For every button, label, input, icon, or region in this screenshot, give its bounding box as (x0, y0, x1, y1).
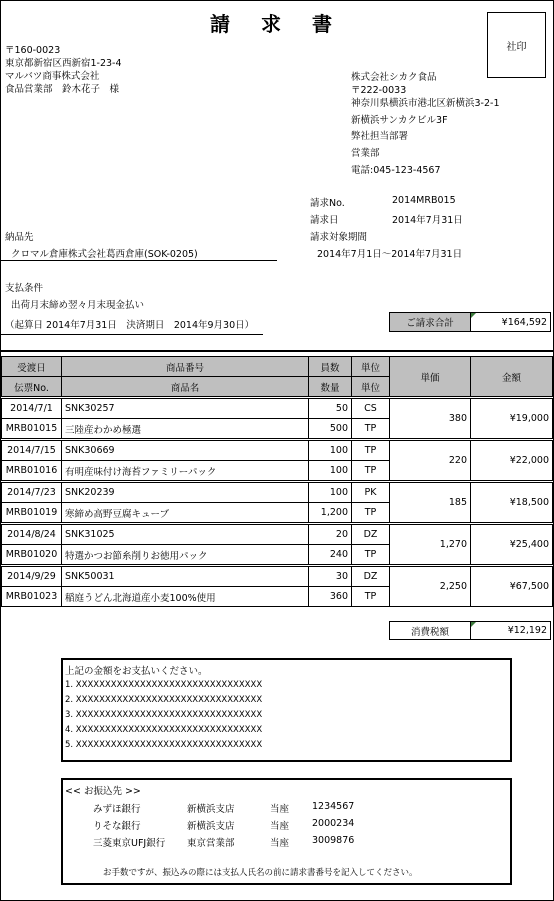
row-qty2: 240 (309, 545, 352, 565)
recipient-zip: 〒160-0023 (5, 45, 61, 56)
payment-dates: （起算日 2014年7月31日 決済期日 2014年9月30日） (5, 320, 255, 331)
recipient-person: 食品営業部 鈴木花子 様 (5, 84, 120, 95)
notes-box (61, 658, 512, 762)
invoice-total-box (389, 312, 551, 332)
cell-marker-icon (471, 622, 476, 627)
bank-transfer-box (61, 778, 512, 885)
issuer-address: 神奈川県横浜市港北区新横浜3-2-1 (351, 98, 500, 109)
row-qty: 20 (309, 525, 352, 545)
table-row (2, 441, 553, 461)
bank-branch: 新横浜支店 (187, 804, 235, 815)
header-price: 単価 (390, 357, 471, 397)
bank-account-number: 1234567 (312, 801, 355, 812)
notes-item: 4. XXXXXXXXXXXXXXXXXXXXXXXXXXXXXXXX (65, 725, 263, 735)
tax-label: 消費税額 (390, 622, 471, 639)
issuer-zip: 〒222-0033 (351, 85, 407, 96)
header-name: 商品名 (62, 377, 309, 397)
row-price: 1,270 (390, 525, 471, 565)
delivery-divider (1, 260, 277, 261)
row-name: 三陸産わかめ極選 (62, 419, 309, 439)
recipient-address: 東京都新宿区西新宿1-23-4 (5, 58, 122, 69)
row-slip: MRB01023 (2, 587, 62, 607)
row-qty2: 360 (309, 587, 352, 607)
row-qty: 100 (309, 483, 352, 503)
delivery-label: 納品先 (5, 232, 34, 243)
issuer-phone: 電話:045-123-4567 (351, 165, 441, 176)
row-qty2: 500 (309, 419, 352, 439)
row-unit: TP (352, 441, 390, 461)
payment-label: 支払条件 (5, 283, 44, 294)
items-table (1, 356, 553, 607)
recipient-company: マルバツ商事株式会社 (5, 71, 100, 82)
bank-branch: 新横浜支店 (187, 821, 235, 832)
row-date: 2014/7/15 (2, 441, 62, 461)
issuer-company: 株式会社シカク食品 (351, 72, 437, 83)
row-name: 寒締め高野豆腐キューブ (62, 503, 309, 523)
invoice-date-label: 請求日 (310, 215, 339, 226)
bank-account-type: 当座 (270, 804, 290, 815)
tax-value: ¥12,192 (507, 625, 547, 636)
row-name: 稲庭うどん北海道産小麦100%使用 (62, 587, 309, 607)
row-code: SNK31025 (62, 525, 309, 545)
row-date: 2014/7/23 (2, 483, 62, 503)
row-amount: ¥25,400 (471, 525, 553, 565)
invoice-date-value: 2014年7月31日 (392, 215, 463, 226)
row-unit2: TP (352, 545, 390, 565)
row-unit: DZ (352, 567, 390, 587)
row-slip: MRB01015 (2, 419, 62, 439)
notes-heading: 上記の金額をお支払いください。 (65, 666, 208, 677)
bank-account-type: 当座 (270, 838, 290, 849)
bank-account-number: 3009876 (312, 835, 355, 846)
row-price: 185 (390, 483, 471, 523)
tax-box (389, 621, 551, 640)
notes-item: 2. XXXXXXXXXXXXXXXXXXXXXXXXXXXXXXXX (65, 695, 263, 705)
bank-name: 三菱東京UFJ銀行 (93, 838, 166, 849)
company-seal-box (487, 12, 546, 78)
row-code: SNK50031 (62, 567, 309, 587)
row-unit: PK (352, 483, 390, 503)
row-price: 380 (390, 399, 471, 439)
row-unit: DZ (352, 525, 390, 545)
header-slip: 伝票No. (2, 377, 62, 397)
document-title: 請 求 書 (210, 12, 344, 36)
row-qty: 50 (309, 399, 352, 419)
notes-item: 5. XXXXXXXXXXXXXXXXXXXXXXXXXXXXXXXX (65, 740, 263, 750)
invoice-no-label: 請求No. (310, 198, 345, 209)
row-slip: MRB01019 (2, 503, 62, 523)
invoice-period-label: 請求対象期間 (310, 232, 368, 243)
row-price: 220 (390, 441, 471, 481)
row-amount: ¥22,000 (471, 441, 553, 481)
delivery-value: クロマル倉庫株式会社葛西倉庫(SOK-0205) (11, 249, 198, 260)
table-row (2, 483, 553, 503)
cell-marker-icon (471, 313, 476, 318)
row-amount: ¥18,500 (471, 483, 553, 523)
row-unit2: TP (352, 587, 390, 607)
total-value: ¥164,592 (501, 316, 547, 328)
bank-name: りそな銀行 (93, 821, 141, 832)
section-divider (1, 350, 553, 352)
header-amount: 金額 (471, 357, 553, 397)
row-code: SNK30669 (62, 441, 309, 461)
row-date: 2014/7/1 (2, 399, 62, 419)
bank-branch: 東京営業部 (187, 838, 235, 849)
notes-item: 3. XXXXXXXXXXXXXXXXXXXXXXXXXXXXXXXX (65, 710, 263, 720)
row-code: SNK30257 (62, 399, 309, 419)
invoice-no-value: 2014MRB015 (392, 195, 456, 206)
header-unit-top: 単位 (352, 357, 390, 377)
issuer-department: 弊社担当部署 (351, 131, 409, 142)
row-date: 2014/9/29 (2, 567, 62, 587)
header-code: 商品番号 (62, 357, 309, 377)
row-amount: ¥19,000 (471, 399, 553, 439)
header-date: 受渡日 (2, 357, 62, 377)
total-label: ご請求合計 (390, 313, 471, 331)
row-qty2: 1,200 (309, 503, 352, 523)
payment-terms: 出荷月末締め翌々月末現金払い (11, 300, 145, 311)
header-qty-top: 員数 (309, 357, 352, 377)
row-slip: MRB01020 (2, 545, 62, 565)
issuer-section: 営業部 (351, 148, 380, 159)
notes-item: 1. XXXXXXXXXXXXXXXXXXXXXXXXXXXXXXXX (65, 680, 263, 690)
table-row (2, 525, 553, 545)
header-unit-bottom: 単位 (352, 377, 390, 397)
bank-account-type: 当座 (270, 821, 290, 832)
invoice-period-value: 2014年7月1日～2014年7月31日 (317, 249, 463, 260)
row-unit2: TP (352, 419, 390, 439)
row-unit2: TP (352, 461, 390, 481)
bank-footer-note: お手数ですが、振込みの際には支払人氏名の前に請求書番号を記入してください。 (103, 868, 418, 878)
row-qty2: 100 (309, 461, 352, 481)
seal-label: 社印 (506, 41, 527, 53)
row-code: SNK20239 (62, 483, 309, 503)
row-price: 2,250 (390, 567, 471, 607)
row-qty: 30 (309, 567, 352, 587)
table-row (2, 567, 553, 587)
bank-name: みずほ銀行 (93, 804, 141, 815)
table-row (2, 399, 553, 419)
row-unit2: TP (352, 503, 390, 523)
row-date: 2014/8/24 (2, 525, 62, 545)
row-slip: MRB01016 (2, 461, 62, 481)
row-name: 特選かつお節糸削りお徳用パック (62, 545, 309, 565)
bank-account-number: 2000234 (312, 818, 355, 829)
row-amount: ¥67,500 (471, 567, 553, 607)
row-name: 有明産味付け海苔ファミリーパック (62, 461, 309, 481)
row-qty: 100 (309, 441, 352, 461)
payment-divider (1, 334, 263, 335)
row-unit: CS (352, 399, 390, 419)
header-qty-bottom: 数量 (309, 377, 352, 397)
issuer-building: 新横浜サンカクビル3F (351, 115, 448, 126)
bank-heading: << お振込先 >> (65, 786, 141, 797)
